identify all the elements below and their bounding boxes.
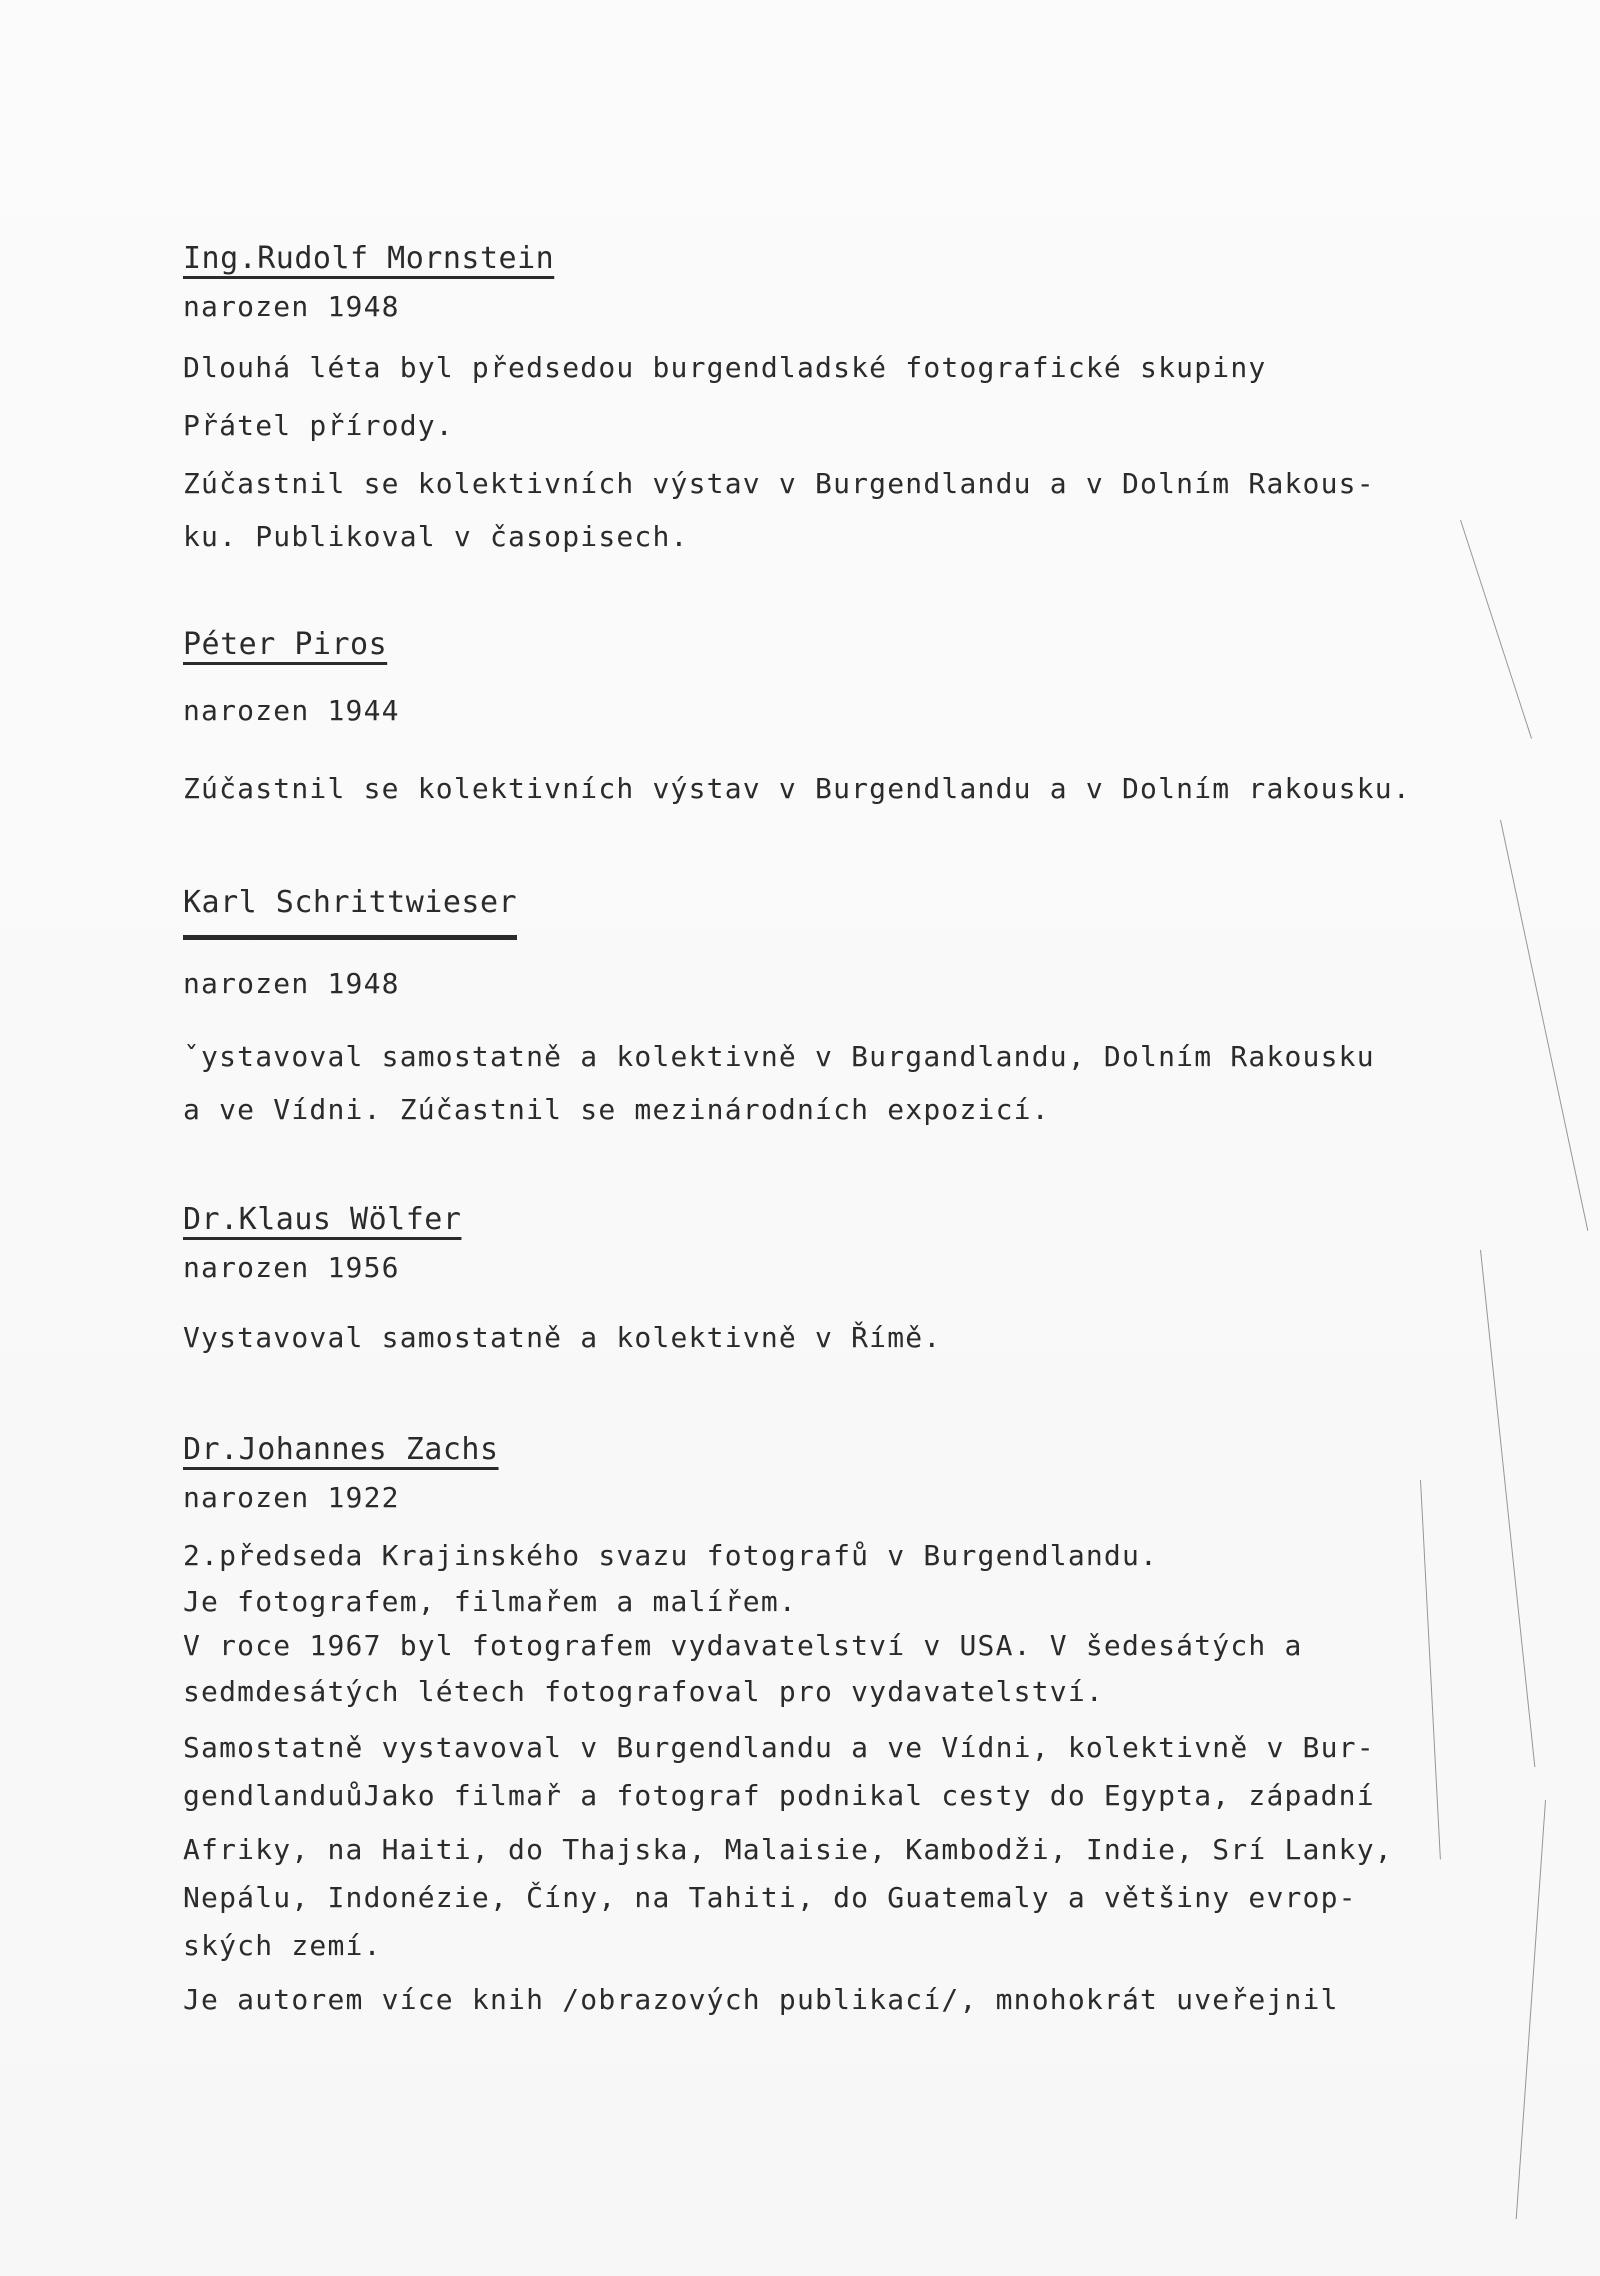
text-line: a ve Vídni. Zúčastnil se mezinárodních expozicí. [183,1093,1050,1126]
entry-mornstein [183,235,1533,561]
biography-list [183,235,1533,2024]
entry-text [183,765,1533,813]
person-name: Péter Piros [183,627,388,662]
birth-year: narozen 1948 [183,967,400,1000]
birth-year: narozen 1948 [183,290,400,323]
entry-piros [183,621,1533,813]
text-line: V roce 1967 byl fotografem vydavatelství v USA. V šedesátých a [183,1629,1303,1662]
text-line: Zúčastnil se kolektivních výstav v Burgendlandu a v Dolním rakousku. [183,772,1411,805]
text-line: ku. Publikoval v časopisech. [183,520,689,553]
text-line: 2.předseda Krajinského svazu fotografů v Burgendlandu. [183,1539,1159,1572]
entry-wolfer [183,1196,1533,1362]
text-line: Nepálu, Indonézie, Číny, na Tahiti, do Guatemaly a většiny evrop- [183,1881,1357,1914]
text-line: Zúčastnil se kolektivních výstav v Burgendlandu a v Dolním Rakous- [183,467,1375,500]
person-name: Dr.Johannes Zachs [183,1432,499,1467]
text-line: gendlanduůJako filmař a fotograf podnikal cesty do Egypta, západní [183,1779,1375,1812]
text-line: Je fotografem, filmařem a malířem. [183,1585,797,1618]
text-line: ˇystavoval samostatně a kolektivně v Burgandlandu, Dolním Rakousku [183,1040,1375,1073]
entry-text [183,1028,1533,1134]
text-line: Samostatně vystavoval v Burgendlandu a ve Vídni, kolektivně v Bur- [183,1731,1375,1764]
entry-zachs [183,1426,1533,2024]
person-name: Ing.Rudolf Mornstein [183,241,555,276]
text-line: ských zemí. [183,1929,382,1962]
text-line: Dlouhá léta byl předsedou burgendladské fotografické skupiny [183,351,1267,384]
person-name: Dr.Klaus Wölfer [183,1202,462,1237]
text-line: sedmdesátých létech fotografoval pro vydavatelství. [183,1675,1104,1708]
person-name: Karl Schrittwieser [183,883,517,940]
entry-text [183,1532,1533,2024]
text-line: Vystavoval samostatně a kolektivně v Římě. [183,1321,942,1354]
birth-year: narozen 1956 [183,1251,400,1284]
text-line: Přátel přírody. [183,409,454,442]
entry-text [183,1314,1533,1362]
birth-year: narozen 1944 [183,694,400,727]
birth-year: narozen 1922 [183,1481,400,1514]
text-line: Afriky, na Haiti, do Thajska, Malaisie, Kambodži, Indie, Srí Lanky, [183,1833,1393,1866]
entry-schrittwieser [183,883,1533,1134]
entry-text [183,339,1533,561]
text-line: Je autorem více knih /obrazových publikací/, mnohokrát uveřejnil [183,1983,1339,2016]
